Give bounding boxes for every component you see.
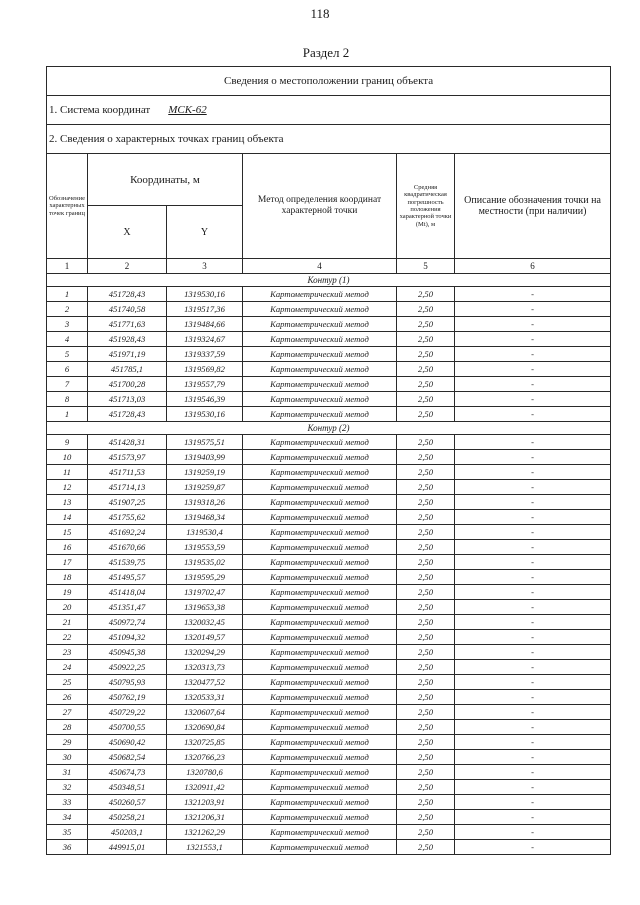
y-coordinate-cell: 1319324,67 <box>167 332 243 347</box>
table-row <box>47 645 611 660</box>
y-coordinate-cell: 1319337,59 <box>167 347 243 362</box>
y-coordinate-cell: 1320149,57 <box>167 630 243 645</box>
description-cell: - <box>455 332 611 347</box>
description-cell: - <box>455 392 611 407</box>
description-cell: - <box>455 825 611 840</box>
x-coordinate-cell: 451711,53 <box>88 465 167 480</box>
error-cell: 2,50 <box>397 392 455 407</box>
y-coordinate-cell: 1319530,16 <box>167 287 243 302</box>
x-coordinate-cell: 451700,28 <box>88 377 167 392</box>
table-row <box>47 690 611 705</box>
method-cell: Картометрический метод <box>243 720 397 735</box>
x-coordinate-cell: 450682,54 <box>88 750 167 765</box>
point-number-cell: 9 <box>47 435 88 450</box>
column-number: 1 <box>47 259 88 274</box>
table-row <box>47 495 611 510</box>
table-row <box>47 735 611 750</box>
x-coordinate-cell: 451539,75 <box>88 555 167 570</box>
x-coordinate-cell: 451692,24 <box>88 525 167 540</box>
x-coordinate-cell: 450795,93 <box>88 675 167 690</box>
error-cell: 2,50 <box>397 675 455 690</box>
y-coordinate-cell: 1319530,4 <box>167 525 243 540</box>
table-row <box>47 362 611 377</box>
coord-system-cell <box>47 96 611 125</box>
description-cell: - <box>455 645 611 660</box>
method-cell: Картометрический метод <box>243 795 397 810</box>
description-cell: - <box>455 720 611 735</box>
description-cell: - <box>455 750 611 765</box>
y-coordinate-cell: 1320477,52 <box>167 675 243 690</box>
point-number-cell: 1 <box>47 287 88 302</box>
error-cell: 2,50 <box>397 317 455 332</box>
point-number-cell: 2 <box>47 302 88 317</box>
y-coordinate-cell: 1321553,1 <box>167 840 243 855</box>
x-coordinate-cell: 450922,25 <box>88 660 167 675</box>
method-cell: Картометрический метод <box>243 435 397 450</box>
x-coordinate-cell: 451495,57 <box>88 570 167 585</box>
point-number-cell: 3 <box>47 317 88 332</box>
error-cell: 2,50 <box>397 765 455 780</box>
table-row <box>47 555 611 570</box>
description-cell: - <box>455 765 611 780</box>
x-coordinate-cell: 451785,1 <box>88 362 167 377</box>
x-coordinate-cell: 451713,03 <box>88 392 167 407</box>
method-cell: Картометрический метод <box>243 690 397 705</box>
table-row <box>47 450 611 465</box>
error-cell: 2,50 <box>397 377 455 392</box>
method-cell: Картометрический метод <box>243 465 397 480</box>
description-cell: - <box>455 660 611 675</box>
description-cell: - <box>455 705 611 720</box>
y-coordinate-cell: 1320533,31 <box>167 690 243 705</box>
description-cell: - <box>455 495 611 510</box>
point-number-cell: 5 <box>47 347 88 362</box>
table-row <box>47 705 611 720</box>
description-cell: - <box>455 540 611 555</box>
method-cell: Картометрический метод <box>243 510 397 525</box>
y-coordinate-cell: 1319595,29 <box>167 570 243 585</box>
point-number-cell: 27 <box>47 705 88 720</box>
y-coordinate-cell: 1319403,99 <box>167 450 243 465</box>
contour-label: Контур (1) <box>47 274 611 287</box>
point-number-cell: 31 <box>47 765 88 780</box>
x-coordinate-cell: 451740,58 <box>88 302 167 317</box>
error-cell: 2,50 <box>397 525 455 540</box>
column-number: 6 <box>455 259 611 274</box>
table-row <box>47 525 611 540</box>
column-numbers-row <box>47 259 611 274</box>
y-coordinate-cell: 1320766,23 <box>167 750 243 765</box>
description-cell: - <box>455 810 611 825</box>
y-coordinate-cell: 1319653,38 <box>167 600 243 615</box>
x-coordinate-cell: 450258,21 <box>88 810 167 825</box>
error-cell: 2,50 <box>397 600 455 615</box>
description-cell: - <box>455 465 611 480</box>
y-coordinate-cell: 1320032,45 <box>167 615 243 630</box>
description-cell: - <box>455 690 611 705</box>
y-coordinate-cell: 1319318,26 <box>167 495 243 510</box>
table-row <box>47 810 611 825</box>
column-header-description: Описание обозначения точки на местности (при наличии) <box>455 154 611 259</box>
error-cell: 2,50 <box>397 287 455 302</box>
column-number: 4 <box>243 259 397 274</box>
point-number-cell: 18 <box>47 570 88 585</box>
error-cell: 2,50 <box>397 555 455 570</box>
contour-row <box>47 274 611 287</box>
method-cell: Картометрический метод <box>243 825 397 840</box>
column-header-y: Y <box>167 206 243 259</box>
point-number-cell: 19 <box>47 585 88 600</box>
description-cell: - <box>455 302 611 317</box>
description-cell: - <box>455 615 611 630</box>
error-cell: 2,50 <box>397 540 455 555</box>
point-number-cell: 26 <box>47 690 88 705</box>
contour-row <box>47 422 611 435</box>
x-coordinate-cell: 450674,73 <box>88 765 167 780</box>
description-cell: - <box>455 675 611 690</box>
point-number-cell: 10 <box>47 450 88 465</box>
table-row <box>47 825 611 840</box>
y-coordinate-cell: 1319535,02 <box>167 555 243 570</box>
y-coordinate-cell: 1321262,29 <box>167 825 243 840</box>
point-number-cell: 22 <box>47 630 88 645</box>
description-cell: - <box>455 287 611 302</box>
table-row <box>47 840 611 855</box>
points-header: 2. Сведения о характерных точках границ объекта <box>47 125 611 154</box>
method-cell: Картометрический метод <box>243 377 397 392</box>
table-row <box>47 675 611 690</box>
error-cell: 2,50 <box>397 450 455 465</box>
table-row <box>47 435 611 450</box>
error-cell: 2,50 <box>397 840 455 855</box>
method-cell: Картометрический метод <box>243 705 397 720</box>
error-cell: 2,50 <box>397 347 455 362</box>
table-row <box>47 347 611 362</box>
method-cell: Картометрический метод <box>243 570 397 585</box>
x-coordinate-cell: 450203,1 <box>88 825 167 840</box>
error-cell: 2,50 <box>397 810 455 825</box>
error-cell: 2,50 <box>397 780 455 795</box>
point-number-cell: 21 <box>47 615 88 630</box>
error-cell: 2,50 <box>397 645 455 660</box>
y-coordinate-cell: 1320313,73 <box>167 660 243 675</box>
x-coordinate-cell: 451670,66 <box>88 540 167 555</box>
coord-system-row <box>47 96 611 125</box>
contour-label: Контур (2) <box>47 422 611 435</box>
point-number-cell: 12 <box>47 480 88 495</box>
x-coordinate-cell: 451771,63 <box>88 317 167 332</box>
method-cell: Картометрический метод <box>243 287 397 302</box>
table-row <box>47 600 611 615</box>
method-cell: Картометрический метод <box>243 810 397 825</box>
point-number-cell: 11 <box>47 465 88 480</box>
method-cell: Картометрический метод <box>243 362 397 377</box>
column-number: 2 <box>88 259 167 274</box>
column-header-error: Средняя квадратическая погрешность положения характерной точки (Mt), м <box>397 154 455 259</box>
description-cell: - <box>455 525 611 540</box>
x-coordinate-cell: 450690,42 <box>88 735 167 750</box>
point-number-cell: 14 <box>47 510 88 525</box>
x-coordinate-cell: 450762,19 <box>88 690 167 705</box>
method-cell: Картометрический метод <box>243 525 397 540</box>
error-cell: 2,50 <box>397 690 455 705</box>
method-cell: Картометрический метод <box>243 347 397 362</box>
error-cell: 2,50 <box>397 362 455 377</box>
error-cell: 2,50 <box>397 795 455 810</box>
column-header-x: X <box>88 206 167 259</box>
table-row <box>47 585 611 600</box>
description-cell: - <box>455 840 611 855</box>
point-number-cell: 28 <box>47 720 88 735</box>
error-cell: 2,50 <box>397 585 455 600</box>
error-cell: 2,50 <box>397 302 455 317</box>
table-row <box>47 510 611 525</box>
method-cell: Картометрический метод <box>243 585 397 600</box>
page-number: 118 <box>310 6 330 21</box>
table-row <box>47 302 611 317</box>
error-cell: 2,50 <box>397 705 455 720</box>
x-coordinate-cell: 451428,31 <box>88 435 167 450</box>
point-number-cell: 6 <box>47 362 88 377</box>
method-cell: Картометрический метод <box>243 765 397 780</box>
x-coordinate-cell: 451971,19 <box>88 347 167 362</box>
table-title: Сведения о местоположении границ объекта <box>47 67 611 96</box>
boundary-table <box>46 66 611 855</box>
table-row <box>47 540 611 555</box>
points-header-row <box>47 125 611 154</box>
y-coordinate-cell: 1319484,66 <box>167 317 243 332</box>
y-coordinate-cell: 1319575,51 <box>167 435 243 450</box>
y-coordinate-cell: 1321206,31 <box>167 810 243 825</box>
method-cell: Картометрический метод <box>243 840 397 855</box>
y-coordinate-cell: 1321203,91 <box>167 795 243 810</box>
method-cell: Картометрический метод <box>243 555 397 570</box>
description-cell: - <box>455 347 611 362</box>
description-cell: - <box>455 362 611 377</box>
x-coordinate-cell: 450700,55 <box>88 720 167 735</box>
method-cell: Картометрический метод <box>243 317 397 332</box>
table-row <box>47 630 611 645</box>
x-coordinate-cell: 451351,47 <box>88 600 167 615</box>
x-coordinate-cell: 451755,62 <box>88 510 167 525</box>
method-cell: Картометрический метод <box>243 675 397 690</box>
method-cell: Картометрический метод <box>243 750 397 765</box>
x-coordinate-cell: 451907,25 <box>88 495 167 510</box>
method-cell: Картометрический метод <box>243 660 397 675</box>
y-coordinate-cell: 1319569,82 <box>167 362 243 377</box>
x-coordinate-cell: 451728,43 <box>88 287 167 302</box>
table-row <box>47 480 611 495</box>
table-row <box>47 377 611 392</box>
method-cell: Картометрический метод <box>243 302 397 317</box>
error-cell: 2,50 <box>397 750 455 765</box>
description-cell: - <box>455 570 611 585</box>
y-coordinate-cell: 1319702,47 <box>167 585 243 600</box>
description-cell: - <box>455 480 611 495</box>
coord-system-label: 1. Система координат <box>49 104 151 116</box>
coord-system-value: МСК-62 <box>168 104 207 116</box>
description-cell: - <box>455 555 611 570</box>
method-cell: Картометрический метод <box>243 392 397 407</box>
x-coordinate-cell: 450945,38 <box>88 645 167 660</box>
table-row <box>47 780 611 795</box>
method-cell: Картометрический метод <box>243 495 397 510</box>
description-cell: - <box>455 600 611 615</box>
y-coordinate-cell: 1319546,39 <box>167 392 243 407</box>
method-cell: Картометрический метод <box>243 780 397 795</box>
point-number-cell: 16 <box>47 540 88 555</box>
point-number-cell: 1 <box>47 407 88 422</box>
description-cell: - <box>455 585 611 600</box>
error-cell: 2,50 <box>397 332 455 347</box>
point-number-cell: 7 <box>47 377 88 392</box>
error-cell: 2,50 <box>397 510 455 525</box>
method-cell: Картометрический метод <box>243 615 397 630</box>
error-cell: 2,50 <box>397 720 455 735</box>
table-row <box>47 570 611 585</box>
point-number-cell: 34 <box>47 810 88 825</box>
point-number-cell: 4 <box>47 332 88 347</box>
point-number-cell: 35 <box>47 825 88 840</box>
y-coordinate-cell: 1320911,42 <box>167 780 243 795</box>
description-cell: - <box>455 407 611 422</box>
error-cell: 2,50 <box>397 570 455 585</box>
column-header-method: Метод определения координат характерной точки <box>243 154 397 259</box>
point-number-cell: 15 <box>47 525 88 540</box>
y-coordinate-cell: 1320607,64 <box>167 705 243 720</box>
method-cell: Картометрический метод <box>243 600 397 615</box>
table-row <box>47 287 611 302</box>
table-row <box>47 317 611 332</box>
x-coordinate-cell: 451728,43 <box>88 407 167 422</box>
table-row <box>47 765 611 780</box>
y-coordinate-cell: 1320690,84 <box>167 720 243 735</box>
point-number-cell: 20 <box>47 600 88 615</box>
x-coordinate-cell: 450348,51 <box>88 780 167 795</box>
y-coordinate-cell: 1319553,59 <box>167 540 243 555</box>
y-coordinate-cell: 1319557,79 <box>167 377 243 392</box>
method-cell: Картометрический метод <box>243 450 397 465</box>
table-row <box>47 660 611 675</box>
error-cell: 2,50 <box>397 615 455 630</box>
table-row <box>47 407 611 422</box>
y-coordinate-cell: 1319530,16 <box>167 407 243 422</box>
y-coordinate-cell: 1319259,19 <box>167 465 243 480</box>
table-row <box>47 332 611 347</box>
error-cell: 2,50 <box>397 465 455 480</box>
x-coordinate-cell: 451094,32 <box>88 630 167 645</box>
error-cell: 2,50 <box>397 735 455 750</box>
x-coordinate-cell: 451928,43 <box>88 332 167 347</box>
point-number-cell: 24 <box>47 660 88 675</box>
x-coordinate-cell: 449915,01 <box>88 840 167 855</box>
description-cell: - <box>455 795 611 810</box>
description-cell: - <box>455 510 611 525</box>
error-cell: 2,50 <box>397 630 455 645</box>
description-cell: - <box>455 780 611 795</box>
description-cell: - <box>455 630 611 645</box>
table-row <box>47 465 611 480</box>
column-header-designation: Обозначение характерных точек границ <box>47 154 88 259</box>
description-cell: - <box>455 735 611 750</box>
method-cell: Картометрический метод <box>243 332 397 347</box>
point-number-cell: 8 <box>47 392 88 407</box>
table-row <box>47 720 611 735</box>
error-cell: 2,50 <box>397 480 455 495</box>
point-number-cell: 29 <box>47 735 88 750</box>
x-coordinate-cell: 450260,57 <box>88 795 167 810</box>
description-cell: - <box>455 450 611 465</box>
y-coordinate-cell: 1319259,87 <box>167 480 243 495</box>
method-cell: Картометрический метод <box>243 540 397 555</box>
column-number: 3 <box>167 259 243 274</box>
x-coordinate-cell: 450972,74 <box>88 615 167 630</box>
description-cell: - <box>455 435 611 450</box>
x-coordinate-cell: 451418,04 <box>88 585 167 600</box>
y-coordinate-cell: 1320725,85 <box>167 735 243 750</box>
method-cell: Картометрический метод <box>243 735 397 750</box>
y-coordinate-cell: 1319468,34 <box>167 510 243 525</box>
table-row <box>47 750 611 765</box>
point-number-cell: 25 <box>47 675 88 690</box>
point-number-cell: 32 <box>47 780 88 795</box>
x-coordinate-cell: 451714,13 <box>88 480 167 495</box>
point-number-cell: 36 <box>47 840 88 855</box>
description-cell: - <box>455 317 611 332</box>
x-coordinate-cell: 450729,22 <box>88 705 167 720</box>
y-coordinate-cell: 1320294,29 <box>167 645 243 660</box>
table-title-row <box>47 67 611 96</box>
description-cell: - <box>455 377 611 392</box>
point-number-cell: 13 <box>47 495 88 510</box>
method-cell: Картометрический метод <box>243 630 397 645</box>
point-number-cell: 23 <box>47 645 88 660</box>
error-cell: 2,50 <box>397 407 455 422</box>
error-cell: 2,50 <box>397 825 455 840</box>
error-cell: 2,50 <box>397 495 455 510</box>
table-row <box>47 615 611 630</box>
x-coordinate-cell: 451573,97 <box>88 450 167 465</box>
column-header-row-1 <box>47 154 611 206</box>
point-number-cell: 30 <box>47 750 88 765</box>
method-cell: Картометрический метод <box>243 407 397 422</box>
table-row <box>47 392 611 407</box>
table-row <box>47 795 611 810</box>
y-coordinate-cell: 1319517,36 <box>167 302 243 317</box>
column-header-coordinates: Координаты, м <box>88 154 243 206</box>
error-cell: 2,50 <box>397 660 455 675</box>
point-number-cell: 33 <box>47 795 88 810</box>
point-number-cell: 17 <box>47 555 88 570</box>
section-title: Раздел 2 <box>302 45 350 60</box>
column-number: 5 <box>397 259 455 274</box>
y-coordinate-cell: 1320780,6 <box>167 765 243 780</box>
method-cell: Картометрический метод <box>243 480 397 495</box>
method-cell: Картометрический метод <box>243 645 397 660</box>
error-cell: 2,50 <box>397 435 455 450</box>
